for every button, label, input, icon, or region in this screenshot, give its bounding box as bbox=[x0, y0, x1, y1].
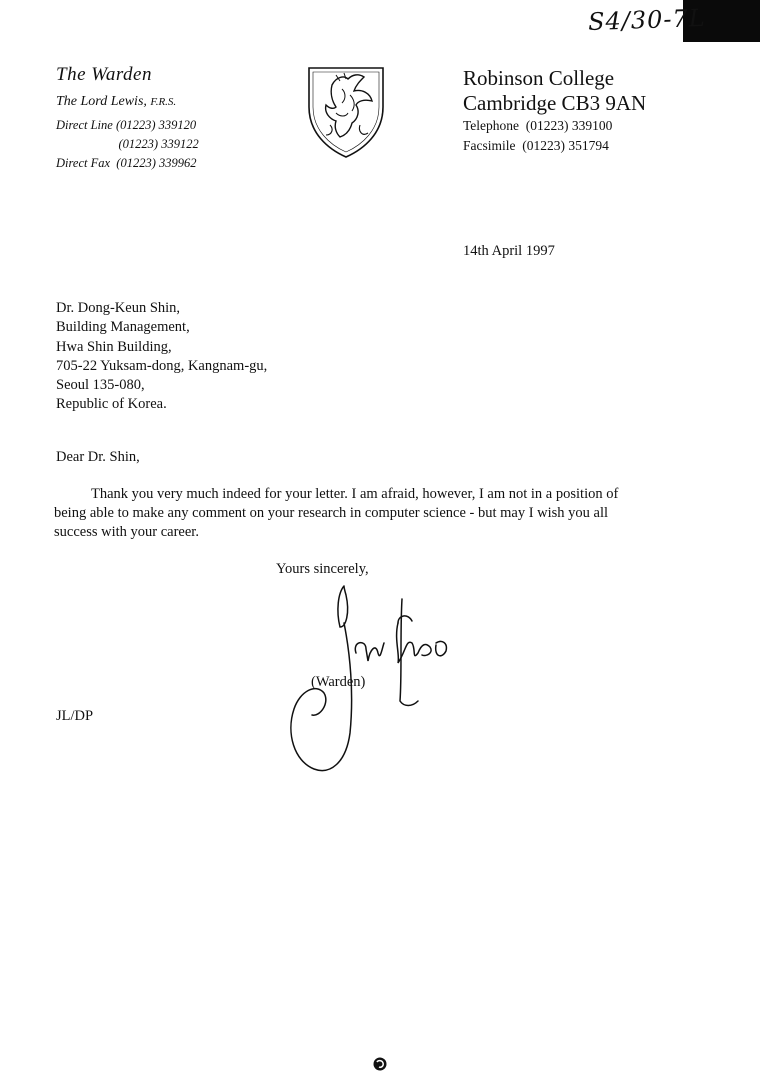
recipient-address bbox=[56, 299, 267, 415]
signature-icon bbox=[280, 583, 460, 778]
handwritten-reference: S4/30-7L bbox=[587, 3, 707, 37]
address-line: Hwa Shin Building, bbox=[56, 338, 172, 355]
letter-date: 14th April 1997 bbox=[463, 243, 555, 259]
salutation: Dear Dr. Shin, bbox=[56, 449, 140, 465]
warden-direct-line-2: (01223) 339122 bbox=[56, 137, 199, 151]
warden-name-text: The Lord Lewis, bbox=[56, 94, 147, 109]
college-crest-icon bbox=[306, 65, 386, 159]
signatory-title: (Warden) bbox=[311, 674, 366, 690]
warden-direct-line: Direct Line (01223) 339120 bbox=[56, 118, 197, 132]
college-city: Cambridge CB3 9AN bbox=[463, 91, 647, 115]
college-facsimile: Facsimile (01223) 351794 bbox=[463, 138, 609, 153]
closing: Yours sincerely, bbox=[276, 561, 369, 577]
warden-title: The Warden bbox=[56, 64, 152, 85]
college-telephone: Telephone (01223) 339100 bbox=[463, 118, 613, 133]
warden-name bbox=[56, 94, 176, 110]
letter-body bbox=[54, 485, 666, 542]
footer-mark-icon bbox=[372, 1056, 388, 1072]
college-name: Robinson College bbox=[463, 66, 615, 90]
warden-direct-fax: Direct Fax (01223) 339962 bbox=[56, 156, 197, 170]
address-line: Building Management, bbox=[56, 319, 190, 336]
body-line: Thank you very much indeed for your letter. I am afraid, however, I am not in a position of bbox=[91, 486, 619, 502]
body-line: being able to make any comment on your research in computer science - but may I wish you all bbox=[54, 505, 609, 521]
warden-honours: F.R.S. bbox=[150, 96, 177, 108]
address-line: Republic of Korea. bbox=[56, 396, 167, 413]
body-line: success with your career. bbox=[54, 524, 199, 540]
address-line: Seoul 135-080, bbox=[56, 377, 145, 394]
address-line: 705-22 Yuksam-dong, Kangnam-gu, bbox=[56, 357, 268, 374]
reference-initials: JL/DP bbox=[56, 708, 94, 724]
address-line: Dr. Dong-Keun Shin, bbox=[56, 300, 181, 316]
